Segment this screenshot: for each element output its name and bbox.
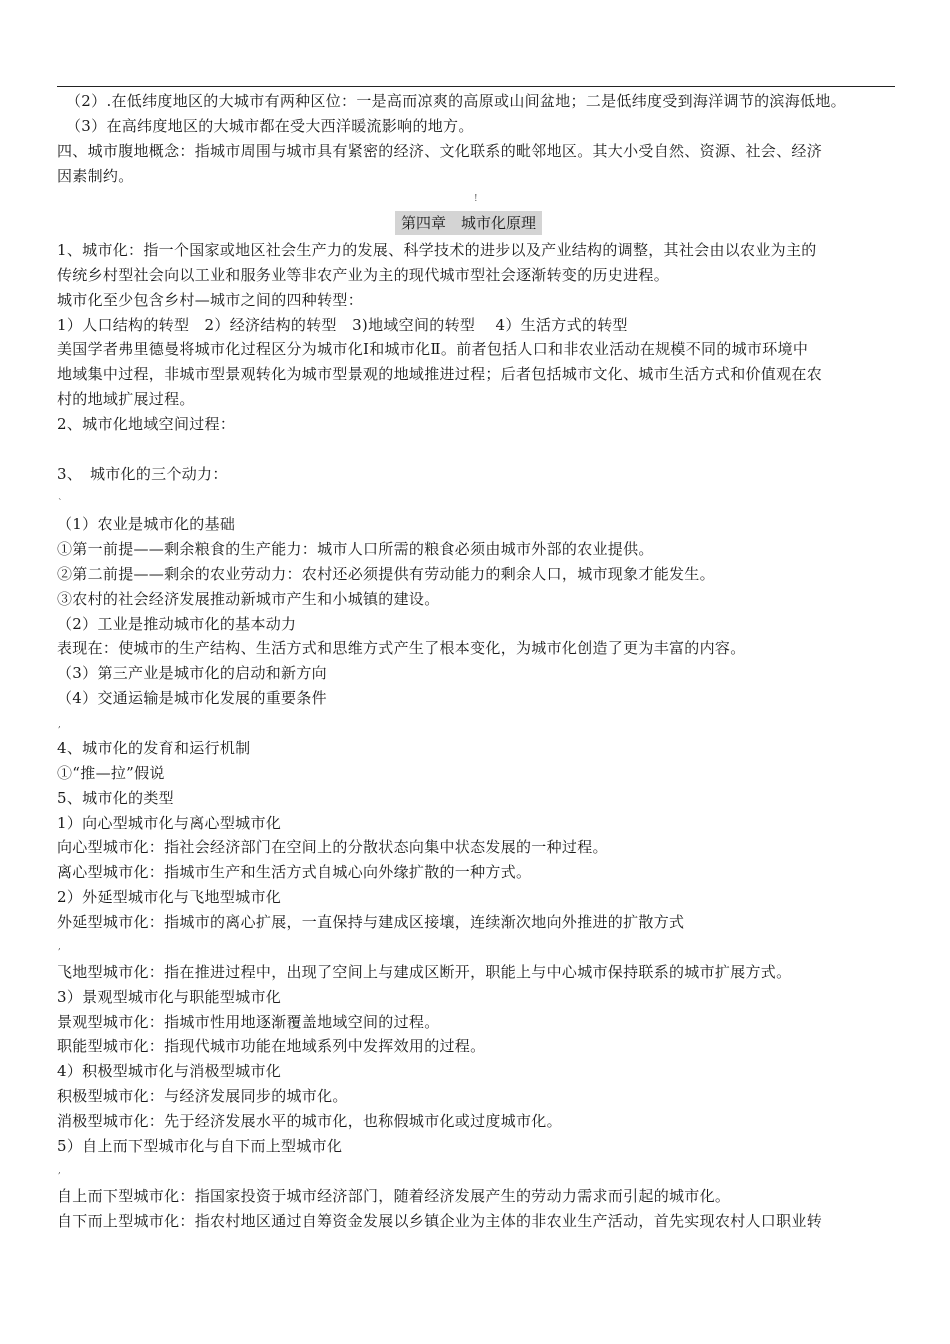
text-line: 1）向心型城市化与离心型城市化 [57, 814, 282, 832]
stray-mark: , [58, 942, 61, 952]
text-line: 飞地型城市化：指在推进过程中，出现了空间上与建成区断开，职能上与中心城市保持联系的城市扩展方式。 [57, 963, 792, 981]
text-line: 地域集中过程，非城市型景观转化为城市型景观的地域推进过程；后者包括城市文化、城市生活方式和价值观在农 [57, 365, 823, 383]
text-line: 向心型城市化：指社会经济部门在空间上的分散状态向集中状态发展的一种过程。 [57, 838, 608, 856]
text-line: ②第二前提——剩余的农业劳动力：农村还必须提供有劳动能力的剩余人口，城市现象才能发生。 [57, 565, 715, 583]
text-line: 4、城市化的发育和运行机制 [57, 739, 251, 757]
text-line: ①第一前提——剩余粮食的生产能力：城市人口所需的粮食必须由城市外部的农业提供。 [57, 540, 654, 558]
text-line: 4）积极型城市化与消极型城市化 [57, 1062, 282, 1080]
text-line: 自下而上型城市化：指农村地区通过自筹资金发展以乡镇企业为主体的非农业生产活动，首先实现农村人口职业转 [57, 1212, 823, 1230]
text-line: 职能型城市化：指现代城市功能在地域系列中发挥效用的过程。 [57, 1037, 486, 1055]
text-line: 因素制约。 [57, 167, 134, 185]
stray-mark: ` [58, 499, 63, 509]
top-rule [57, 86, 895, 87]
text-line: 外延型城市化：指城市的离心扩展，一直保持与建成区接壤，连续渐次地向外推进的扩散方式 [57, 913, 685, 931]
text-line: （3）在高纬度地区的大城市都在受大西洋暖流影响的地方。 [66, 117, 474, 135]
text-line: 自上而下型城市化：指国家投资于城市经济部门，随着经济发展产生的劳动力需求而引起的城市化。 [57, 1187, 731, 1205]
text-line: 2、城市化地域空间过程： [57, 415, 236, 433]
text-line: （2）工业是推动城市化的基本动力 [57, 615, 297, 633]
text-line: 3）景观型城市化与职能型城市化 [57, 988, 282, 1006]
text-line: 村的地域扩展过程。 [57, 390, 195, 408]
stray-mark: , [58, 1166, 61, 1176]
text-line: ③农村的社会经济发展推动新城市产生和小城镇的建设。 [57, 590, 440, 608]
text-line: （3）第三产业是城市化的启动和新方向 [57, 664, 327, 682]
text-line: （4）交通运输是城市化发展的重要条件 [57, 689, 327, 707]
text-line: （1）农业是城市化的基础 [57, 515, 236, 533]
text-line: 5、城市化的类型 [57, 789, 174, 807]
text-line: 1、城市化：指一个国家或地区社会生产力的发展、科学技术的进步以及产业结构的调整，其社会由以农业为主的 [57, 241, 817, 259]
text-line: （2）.在低纬度地区的大城市有两种区位：一是高而凉爽的高原或山间盆地；二是低纬度受到海洋调节的滨海低地。 [66, 92, 846, 110]
text-line: 消极型城市化：先于经济发展水平的城市化，也称假城市化或过度城市化。 [57, 1112, 562, 1130]
text-line: 传统乡村型社会向以工业和服务业等非农产业为主的现代城市型社会逐渐转变的历史进程。 [57, 266, 670, 284]
text-line: 美国学者弗里德曼将城市化过程区分为城市化Ⅰ和城市化Ⅱ。前者包括人口和非农业活动在规模不同的城市环境中 [57, 340, 809, 358]
text-line: 景观型城市化：指城市性用地逐渐覆盖地域空间的过程。 [57, 1013, 440, 1031]
text-line: 5）自上而下型城市化与自下而上型城市化 [57, 1137, 343, 1155]
text-line: 积极型城市化：与经济发展同步的城市化。 [57, 1087, 348, 1105]
text-line: 3、 城市化的三个动力： [57, 465, 228, 483]
text-line: 1）人口结构的转型 2）经济结构的转型 3)地域空间的转型 4）生活方式的转型 [57, 316, 628, 334]
text-line: 城市化至少包含乡村—城市之间的四种转型： [57, 291, 364, 309]
stray-mark: , [58, 720, 61, 730]
text-line: 四、城市腹地概念：指城市周围与城市具有紧密的经济、文化联系的毗邻地区。其大小受自然、资源、社会、经济 [57, 142, 823, 160]
text-line: 表现在：使城市的生产结构、生活方式和思维方式产生了根本变化，为城市化创造了更为丰富的内容。 [57, 639, 746, 657]
text-line: 离心型城市化：指城市生产和生活方式自城心向外缘扩散的一种方式。 [57, 863, 532, 881]
text-line: ①“推—拉”假说 [57, 764, 165, 782]
text-line: 2）外延型城市化与飞地型城市化 [57, 888, 282, 906]
chapter-title: 第四章 城市化原理 [395, 211, 542, 235]
stray-mark: ! [474, 194, 478, 204]
